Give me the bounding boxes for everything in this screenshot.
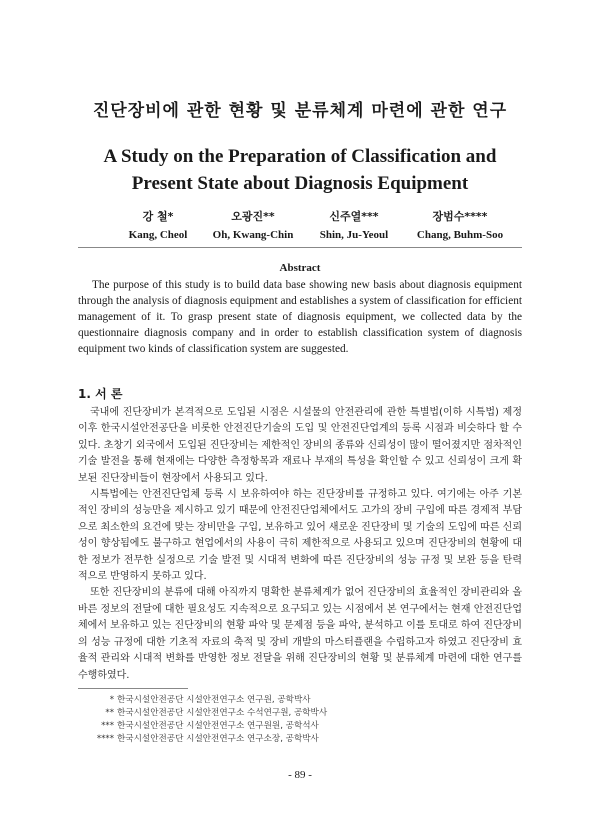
author-2-name-korean: 오광진**	[231, 210, 275, 223]
abstract-text: The purpose of this study is to build data base showing new basis about diagnosis equipment through the analysis of diagnosis equipment and establishes a system of classification for efficient management of it. To grasp present state of diagnosis equipment, we collected data by the questionnaire diagnosis company and in order to establish classification system of diagnosis equipment two kinds of classification system are suggested.	[78, 279, 522, 355]
paper-title-english	[0, 143, 600, 197]
footnote-2	[78, 707, 378, 720]
footnote-1-text: 한국시설안전공단 시설안전연구소 연구원, 공학박사	[117, 695, 311, 705]
author-3	[294, 208, 414, 244]
author-2-name-english: Oh, Kwang-Chin	[212, 229, 294, 241]
author-1-name-english: Kang, Cheol	[128, 229, 188, 241]
abstract-heading: Abstract	[279, 262, 321, 274]
author-4-name-english: Chang, Buhm-Soo	[416, 229, 504, 241]
footnote-3-text: 한국시설안전공단 시설안전연구소 연구원원, 공학석사	[117, 721, 319, 731]
footnote-1	[78, 694, 378, 707]
footnote-1-mark: *	[109, 695, 114, 705]
author-3-name-english: Shin, Ju-Yeoul	[319, 229, 389, 241]
paper-title-korean: 진단장비에 관한 현황 및 분류체계 마련에 관한 연구	[92, 101, 508, 121]
footnote-3	[78, 720, 378, 733]
author-4-name-korean: 장범수****	[432, 210, 488, 223]
author-1-name-korean: 강 철*	[142, 210, 174, 223]
paragraph-1: 국내에 진단장비가 본격적으로 도입된 시점은 시설물의 안전관리에 관한 특별법(이하 시특법) 제정 이후 한국시설안전공단을 비롯한 안전진단기술의 도입 및 안전진단업계의 등록 시점과 비슷하다 할 수 있다. 초창기 외국에서 도입된 진단장비는 제한적인 장비의 종류와 신뢰성이 많이 떨어졌지만 점차적인 기술 발전을 통해 현재에는 다양한 측정항목과 재료나 부재의 특성을 확인할 수 있고 신뢰성이 크게 확보된 진단장비들이 현장에서 사용되고 있다.	[78, 407, 522, 484]
footnote-3-mark: ***	[101, 721, 114, 731]
paragraph-2: 시특법에는 안전진단업체 등록 시 보유하여야 하는 진단장비를 규정하고 있다. 여기에는 아주 기본적인 장비의 성능만을 제시하고 있기 때문에 안전진단업체에서도 고가의 장비 구입에 따른 경제적 부담으로 최소한의 요건에 맞는 장비만을 구입, 보유하고 있어 새로운 진단장비 및 기술의 도입에 따른 신뢰성이 향상됨에도 불구하고 현업에서의 사용이 극히 제한적으로 사용되고 있으며 진단장비의 현황에 대한 정보가 전무한 실정으로 기술 발전 및 시대적 변화에 따른 진단장비의 성능 규정 및 보완 등을 탄력적으로 반영하지 못하고 있다.	[78, 489, 522, 583]
footnotes	[78, 694, 378, 746]
page-number: - 89 -	[288, 769, 312, 781]
section-1-body	[78, 405, 522, 684]
paragraph-3: 또한 진단장비의 분류에 대해 아직까지 명확한 분류체계가 없어 진단장비의 효율적인 장비관리와 올바른 정보의 전달에 대한 필요성도 지속적으로 요구되고 있는 시점에서 본 연구에서는 현재 안전진단업체에서 보유하고 있는 진단장비의 현황 파악 및 문제점 등을 파악, 분석하고 이를 토대로 하여 진단장비의 성능 규정에 대한 기초적 자료의 축적 및 장비 개발의 마스터플랜을 수립하고자 하였고 진단장비 효율적 관리와 시대적 변화를 반영한 정보 전달을 위해 진단장비의 현황 및 분류체계 마련에 대한 연구를 수행하였다.	[78, 587, 522, 681]
footnote-4	[78, 733, 378, 746]
footnote-4-text: 한국시설안전공단 시설안전연구소 연구소장, 공학박사	[117, 734, 319, 744]
footnote-2-text: 한국시설안전공단 시설안전연구소 수석연구원, 공학박사	[117, 708, 328, 718]
author-3-name-korean: 신주열***	[329, 210, 379, 223]
footnote-2-mark: **	[105, 708, 114, 718]
author-4	[400, 208, 520, 244]
header-divider	[78, 247, 522, 248]
paper-title-english-line-2: Present State about Diagnosis Equipment	[131, 173, 469, 194]
footnote-4-mark: ****	[96, 734, 114, 744]
footnote-divider	[78, 688, 188, 689]
section-1-heading: 1. 서 론	[78, 387, 123, 401]
paper-title-english-line-1: A Study on the Preparation of Classification and	[103, 146, 497, 167]
